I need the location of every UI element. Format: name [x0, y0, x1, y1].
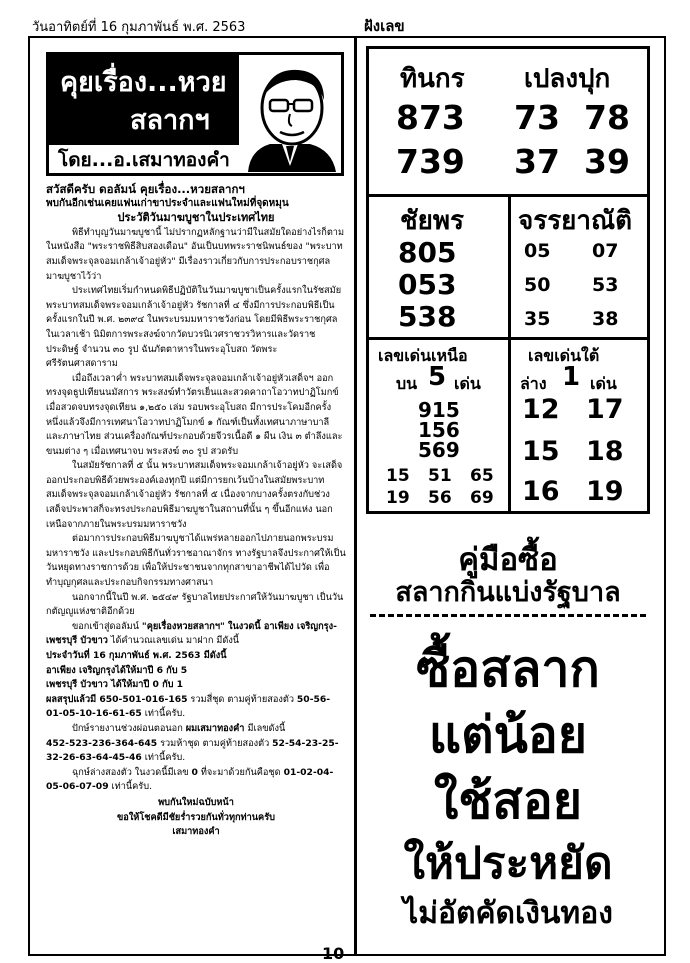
upper-hint-label: บน	[396, 374, 418, 393]
number-2digit: 15	[386, 466, 410, 486]
article-text: ที่จะมาด้วยกันคือชุด	[197, 766, 284, 778]
predictor-name: จรรยาณัติ	[518, 206, 633, 236]
article-closing: พบกันใหม่ฉบับหน้า	[158, 796, 234, 808]
slogan-line: ซื้อสลาก	[416, 640, 600, 698]
number-3digit: 805	[398, 236, 457, 269]
section-split	[508, 340, 511, 512]
article-result-line: อาเพียง เจริญกรุงได้ให้มาปี 6 กับ 5	[46, 664, 188, 676]
number-3digit: 915	[418, 398, 460, 422]
number-2digit: 50	[524, 274, 551, 296]
number-2digit: 37	[514, 142, 560, 181]
article-result-line: เพชรบุรี บัวขาว ได้ให้มาปี 0 กับ 1	[46, 679, 184, 691]
number-3digit: 538	[398, 300, 457, 333]
article-text: 0	[191, 766, 198, 778]
upper-hint-label: เด่น	[454, 374, 481, 393]
number-2digit: 05	[524, 240, 551, 262]
slogan-line: ให้ประหยัด	[403, 838, 613, 889]
article-result-line: ประจำวันที่ 16 กุมภาพันธ์ พ.ศ. 2563 มีดังนี้	[46, 650, 227, 661]
issue-date: วันอาทิตย์ที่ 16 กุมภาพันธ์ พ.ศ. 2563	[32, 20, 246, 35]
page-number: 10	[322, 944, 345, 963]
article-text: "คุยเรื่องหวยสลากฯ" ในงวดนี้ อาเพียง เจริญกรุง-เพชรบุรี บัวขาว	[46, 620, 337, 647]
article-signature: เสมาทองคำ	[172, 826, 220, 838]
article-text: ฉุกษ์ล่างสองตัว ในงวดนี้มีเลข	[72, 766, 192, 778]
number-3digit: 156	[418, 418, 460, 442]
publication-brand: ฝังเลข	[364, 17, 405, 35]
article-result-line	[46, 722, 346, 737]
number-2digit: 51	[428, 466, 452, 486]
upper-hint-title: เลขเด่นเหนือ	[378, 346, 468, 365]
article-greeting: สวัสดีครับ ดอลัมน์ คุยเรื่อง...หวยสลากฯ	[46, 182, 245, 196]
number-2digit: 19	[386, 488, 410, 508]
number-3digit: 569	[418, 438, 460, 462]
number-3digit: 739	[396, 142, 465, 181]
number-2digit: 73	[514, 98, 560, 137]
article-text: ปักษ์รายงานช่วงผ่อนตอนอก	[72, 722, 186, 734]
page-header	[28, 14, 668, 34]
article-paragraph: ในสมัยรัชกาลที่ ๕ นั้น พระบาทสมเด็จพระจอมเกล้าเจ้าอยู่หัว จะเสด็จออกประกอบพิธีด้วยพระองค์เองทุกปี แต่มีการยกเว้นบ้างในสมัยพระบาทสมเด็จพระจุลจอมเกล้าเจ้าอยู่หัว รัชกาลที่ ๕ เนื่องจากบางครั้งตรงกับช่วงเสด็จประพาสก็จะทรงประกอบพิธีมาฆบูชาในสถานที่นั้น ๆ ขึ้นอีกแห่ง นอกเหนือจากภายในพระบรมมหาราชวัง	[46, 460, 343, 530]
article-paragraph: เมื่อถึงเวลาค่ำ พระบาทสมเด็จพระจุลจอมเกล้าเจ้าอยู่หัวเสด็จฯ ออก ทรงจุดธูปเทียนนมัสการ พระสงฆ์ทำวัตรเย็นและสวดคาถาโอวาทปาฏิโมกข์ เมื่อสวดจบทรงจุดเทียน ๑,๒๕๐ เล่ม รอบพระอุโบสถ มีการประโคมอีกครั้งหนึ่งแล้วจึงมีการเทศนาโอวาทปาฏิโมกข์ ๑ กัณฑ์เป็นทั้งเทศนาภาษาบาลี และภาษาไทย ส่วนเครื่องกัณฑ์ประกอบด้วยจีวรเนื้อดี ๑ ผืน เงิน ๓ ตำลึงและขนมต่าง ๆ เมื่อเทศนาจบ พระสงฆ์ ๓๐ รูป สวดรับ	[46, 372, 343, 457]
dashed-divider	[370, 614, 646, 617]
guide-title: คู่มือซื้อ	[458, 542, 558, 578]
column-divider	[354, 38, 357, 956]
article-text: เท่านี้ครับ.	[141, 708, 186, 720]
number-2digit: 39	[584, 142, 630, 181]
article-text: มีเลขดังนี้	[244, 722, 286, 734]
column-title-line2: สลากฯ	[130, 105, 210, 136]
predictor-name: ทินกร	[400, 64, 465, 94]
article-text: ผลสรุปแล้วมี 650-501-016-165	[46, 693, 188, 705]
article-closing: ขอให้โชคดีมีชัยร่ำรวยกันทั่วทุกท่านครับ	[117, 811, 275, 823]
article-text: ผมเสมาทองคำ	[185, 722, 245, 734]
article-result-line	[46, 693, 346, 722]
article-text: 452-523-236-364-645	[46, 737, 158, 749]
number-2digit: 78	[584, 98, 630, 137]
number-2digit: 16	[522, 476, 560, 507]
number-2digit: 18	[586, 436, 624, 467]
number-2digit: 53	[592, 274, 619, 296]
article-paragraph: นอกจากนี้ในปี พ.ศ. ๒๕๔๙ รัฐบาลไทยประกาศให้วันมาฆบูชา เป็นวันกตัญญูแห่งชาติอีกด้วย	[46, 591, 344, 618]
article-paragraph: พิธีทำบุญวันมาฆบูชานี้ ไม่ปรากฏหลักฐานว่ามีในสมัยใดอย่างไรก็ตามในหนังสือ "พระราชพิธีสิบสองเดือน" อันเป็นบทพระราชนิพนธ์ของ "พระบาทสมเด็จพระจุลจอมเกล้าเจ้าอยู่หัว" มีเรื่องราวเกี่ยวกับการประกอบราชกุศลมาฆบูชาไว้ว่า	[46, 226, 345, 282]
guide-subtitle: สลากกินแบ่งรัฐบาล	[395, 577, 621, 608]
article-text: 50-56-01-05-10-16-61-65	[46, 693, 331, 720]
upper-hint-count: 5	[428, 362, 447, 392]
article-text: รวมห้าชุด ตามคู่ท้ายสองตัว	[157, 737, 273, 749]
number-2digit: 35	[524, 308, 551, 330]
article-paragraph: ประเทศไทยเริ่มกำหนดพิธีปฏิบัติในวันมาฆบูชาเป็นครั้งแรกในรัชสมัยพระบาทสมเด็จพระจอมเกล้าเจ้าอยู่หัว รัชกาลที่ ๔ ซึ่งมีการประกอบพิธีเป็นครั้งแรกในปี พ.ศ. ๒๓๙๔ ในพระบรมมหาราชวังก่อน โดยมีพิธีพระราชกุศลในเวลาเช้า นิมิตการพระสงฆ์จากวัดบวรนิเวศราชวรวิหารและวัดราชประดิษฐ์ จำนวน ๓๐ รูป ฉันภัตตาหารในพระอุโบสถ วัดพระศรีรัตนศาสดาราม	[46, 285, 342, 370]
number-2digit: 15	[522, 436, 560, 467]
slogan-line: ไม่อัตคัดเงินทอง	[403, 896, 613, 931]
number-2digit: 65	[470, 466, 494, 486]
article-text: 01-02-04-05-06-07-09	[46, 766, 334, 793]
column-title-line1: คุยเรื่อง...หวย	[60, 67, 227, 98]
number-2digit: 69	[470, 488, 494, 508]
article-result-line	[46, 737, 346, 766]
number-2digit: 56	[428, 488, 452, 508]
article-greeting-sub: พบกันอีกเช่นเคยแฟนเก่าขาประจำและแฟนใหม่ที่จุดหมุน	[46, 197, 289, 209]
number-2digit: 07	[592, 240, 619, 262]
predictor-name: ชัยพร	[400, 206, 464, 236]
slogan-line: แต่น้อย	[428, 706, 588, 764]
article-text: ได้คำนวณเลขเด่น มาฝาก มีดังนี้	[107, 635, 240, 647]
number-2digit: 12	[522, 394, 560, 425]
predictor-name: เปลงปุก	[524, 64, 611, 94]
number-3digit: 053	[398, 268, 457, 301]
article-paragraph	[46, 620, 346, 649]
column-byline: โดย...อ.เสมาทองคำ	[58, 149, 230, 171]
article-text: เท่านี้ครับ.	[141, 752, 186, 764]
number-2digit: 19	[586, 476, 624, 507]
article-paragraph: ต่อมาการประกอบพิธีมาฆบูชาได้แพร่หลายออกไปภายนอกพระบรมมหาราชวัง และประกอบพิธีกันทั่วราชอาณาจักร ทางรัฐบาลจึงประกาศให้เป็นวันหยุดทางราชการด้วย เพื่อให้ประชาชนจากทุกสาขาอาชีพได้ไปวัด เพื่อทำบุญกุศลและประกอบกิจกรรมทางศาสนา	[46, 533, 346, 589]
number-2digit: 38	[592, 308, 619, 330]
article-result-line	[46, 766, 346, 795]
author-portrait-illustration	[240, 58, 340, 172]
article-heading: ประวัติวันมาฆบูชาในประเทศไทย	[117, 211, 275, 225]
article-text: 52-54-23-25-32-26-63-64-45-46	[46, 737, 339, 764]
number-3digit: 873	[396, 98, 465, 137]
slogan-line: ใช้สอย	[433, 772, 583, 830]
article-text: รวมสี่ชุด ตามคู่ท้ายสองตัว	[187, 693, 297, 705]
article-text: เท่านี้ครับ.	[108, 781, 152, 793]
section-split	[508, 197, 511, 337]
column-article	[46, 182, 346, 840]
lower-hint-count: 1	[562, 362, 581, 392]
lower-hint-label: เด่น	[590, 374, 617, 393]
article-text: ขอกเข้าสู่ดอลัมน์	[72, 620, 142, 632]
lower-hint-title: เลขเด่นใต้	[528, 346, 600, 365]
lower-hint-label: ล่าง	[520, 374, 547, 393]
number-2digit: 17	[586, 394, 624, 425]
